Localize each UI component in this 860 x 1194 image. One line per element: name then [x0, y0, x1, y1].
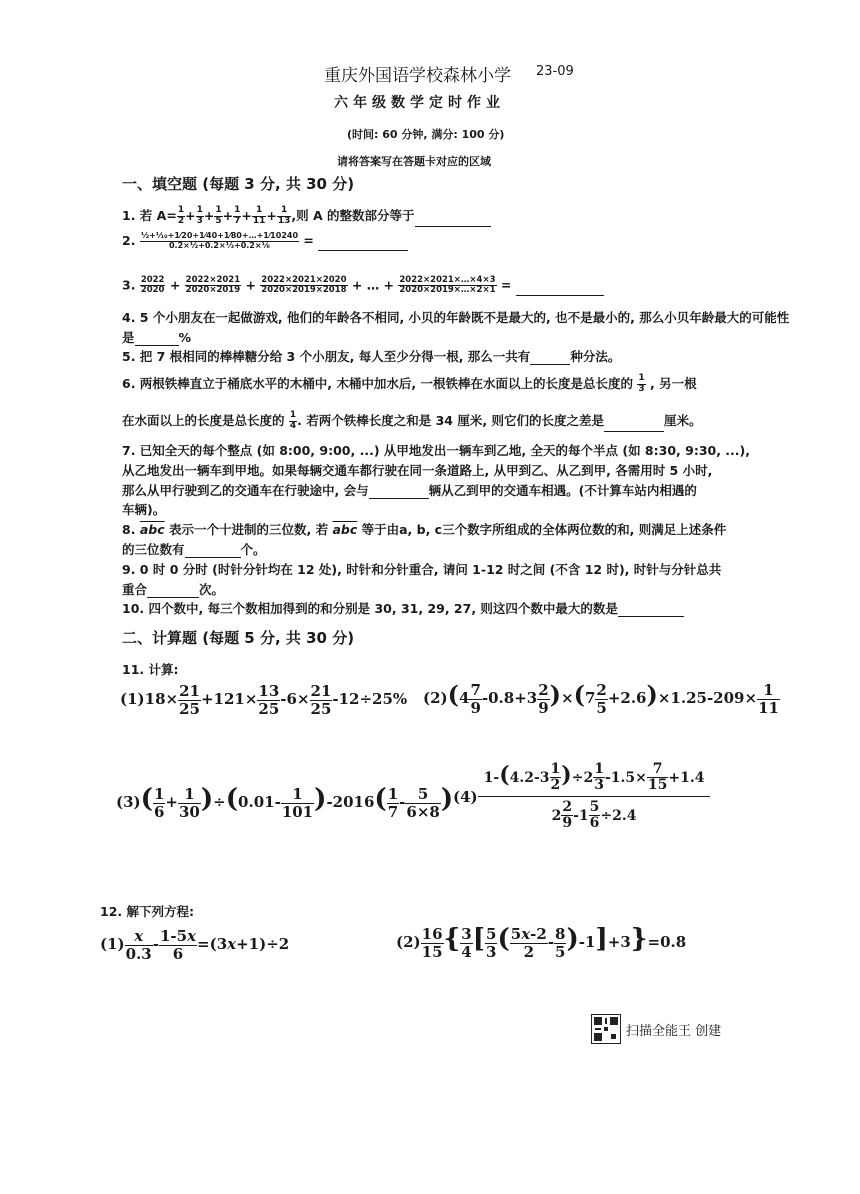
q7-answer-blank[interactable] — [369, 486, 429, 499]
q11-part-2: (2)(4 $\frac{7}{9}$ -0.8+3 $\frac{2}{9}$ )×(7 $\frac{2}{5}$ +2.6)×1.25-209× $\frac{1}{11}$ — [423, 680, 779, 717]
question-4-line-1: 4. 5 个小朋友在一起做游戏, 他们的年龄各不相同, 小贝的年龄既不是最大的, 也不是最小的, 那么小贝年龄最大的可能性 — [122, 310, 790, 325]
question-10: 10. 四个数中, 每三个数相加得到的和分别是 30, 31, 29, 27, 则这四个数中最大的数是 — [122, 599, 684, 617]
question-5: 5. 把 7 根相同的棒棒糖分给 3 个小朋友, 每人至少分得一根, 那么一共有 种分法。 — [122, 349, 621, 364]
question-9-line-2: 重合 次。 — [122, 582, 225, 597]
question-9-line-1: 9. 0 时 0 分时 (时针分针均在 12 处), 时针和分针重合, 请问 1-12 时之间 (不含 12 时), 时针与分针总共 — [122, 562, 722, 577]
question-6-line-2: 在水面以上的长度是总长度的 $\frac{1}{4}$ . 若两个铁棒长度之和是 34 厘米, 则它们的长度之差是 厘米。 — [122, 410, 702, 431]
question-7-line-4: 车辆)。 — [122, 502, 166, 517]
q5-answer-blank[interactable] — [530, 352, 570, 365]
scanner-watermark: 扫描全能王 创建 — [626, 1024, 722, 1039]
q12-part-2: (2) $\frac{16}{15}$ { $\frac{3}{4}$ [ $\frac{5}{3}$ ( $\frac{5x-2}{2}$ - $\frac{8}{5}$ )-1]+3}=0.8 — [396, 924, 687, 961]
q8-answer-blank[interactable] — [185, 545, 241, 558]
question-3: 3. $\frac{2022}{2020}$ + $\frac{2022\times 2021}{2020\times 2019}$ + $\frac{2022\times 2021\times 2020}{2020\times 2019\times 2018}$ + … + $\frac{2022\times 2021\times\dots\times 4\times 3}{2020\times 2019\times\dots\times 2\times 1}$ = — [122, 276, 604, 296]
q3-answer-blank[interactable] — [516, 283, 604, 296]
exam-meta: (时间: 60 分钟, 满分: 100 分) — [347, 128, 505, 141]
question-1 — [122, 206, 491, 227]
question-7-line-1: 7. 已知全天的每个整点 (如 8:00, 9:00, ...) 从甲地发出一辆车到乙地, 全天的每个半点 (如 8:30, 9:30, ...), — [122, 443, 751, 458]
question-8-line-2: 的三位数有 个。 — [122, 542, 266, 557]
q11-part-4: (4) 1-(4.2-3 $\frac{1}{2}$ )÷2 $\frac{1}{3}$ -1.5× $\frac{7}{15}$ +1.4 2 $\frac{2}{9}$ -1 $\frac{5}{6}$ ÷2.4 — [453, 762, 710, 832]
q11-part-3: (3)( $\frac{1}{6}$ + $\frac{1}{30}$ )÷(0.01- $\frac{1}{101}$ )-2016( $\frac{1}{7}$ - $\frac{5}{6\times 8}$ ) — [116, 784, 454, 821]
q6-answer-blank[interactable] — [604, 419, 664, 432]
section-heading-fill-blank: 一、填空题 (每题 3 分, 共 30 分) — [122, 175, 355, 193]
q4-answer-blank[interactable] — [135, 333, 179, 346]
paper-code: 23-09 — [536, 64, 574, 79]
question-6-line-1: 6. 两根铁棒直立于桶底水平的木桶中, 木桶中加水后, 一根铁棒在水面以上的长度是总长度的 $\frac{1}{3}$ , 另一根 — [122, 373, 697, 394]
q1-suffix: ,则 A 的整数部分等于 — [291, 208, 415, 223]
qr-code-icon — [591, 1014, 621, 1044]
question-2: 2. $\frac{\text{½+⅒+1⁄20+1⁄40+1⁄80+…+1⁄10240}}{\text{0.2×½+0.2×⅓+0.2×⅙}}$ = — [122, 232, 408, 251]
question-8-line-1: 8. $\overline{abc}$ 表示一个十进制的三位数, 若 $\overline{abc}$ 等于由a, b, c三个数字所组成的全体两位数的和, 则满足上述条件 — [122, 522, 727, 537]
q3-label: 3. — [122, 277, 136, 293]
q11-part-1: (1)18× $\frac{21}{25}$ +121× $\frac{13}{25}$ -6× $\frac{21}{25}$ -12÷25% — [120, 682, 408, 718]
school-name: 重庆外国语学校森林小学 — [324, 66, 511, 86]
question-12-label: 12. 解下列方程: — [100, 904, 194, 919]
q2-answer-blank[interactable] — [318, 238, 408, 251]
question-4-line-2: 是 % — [122, 330, 192, 345]
q2-expression: $\frac{\text{½+⅒+1⁄20+1⁄40+1⁄80+…+1⁄10240}}{\text{0.2×½+0.2×⅓+0.2×⅙}}$ — [140, 231, 299, 250]
q9-answer-blank[interactable] — [147, 585, 199, 598]
question-7-line-3: 那么从甲行驶到乙的交通车在行驶途中, 会与 辆从乙到甲的交通车相遇。(不计算车站内相遇的 — [122, 483, 697, 498]
question-11-label: 11. 计算: — [122, 662, 179, 677]
section-heading-calculation: 二、计算题 (每题 5 分, 共 30 分) — [122, 629, 355, 647]
question-7-line-2: 从乙地发出一辆车到甲地。如果每辆交通车都行驶在同一条道路上, 从甲到乙、从乙到甲, 各需用时 5 小时, — [122, 463, 713, 478]
answer-instruction: 请将答案写在答题卡对应的区域 — [337, 155, 491, 168]
q1-prefix: 1. 若 A= — [122, 208, 177, 223]
page-title: 六年级数学定时作业 — [334, 95, 505, 111]
q1-fraction-sum: $\frac{1}{2}$ + $\frac{1}{3}$ + $\frac{1}{5}$ + $\frac{1}{7}$ + $\frac{1}{11}$ + $\frac{1}{13}$ — [177, 205, 291, 226]
q12-part-1: (1) $\frac{x}{0.3}$ - $\frac{1-5x}{6}$ =(3x+1)÷2 — [100, 927, 290, 963]
q1-answer-blank[interactable] — [415, 214, 491, 227]
q10-answer-blank[interactable] — [618, 604, 684, 617]
q2-label: 2. — [122, 232, 136, 248]
